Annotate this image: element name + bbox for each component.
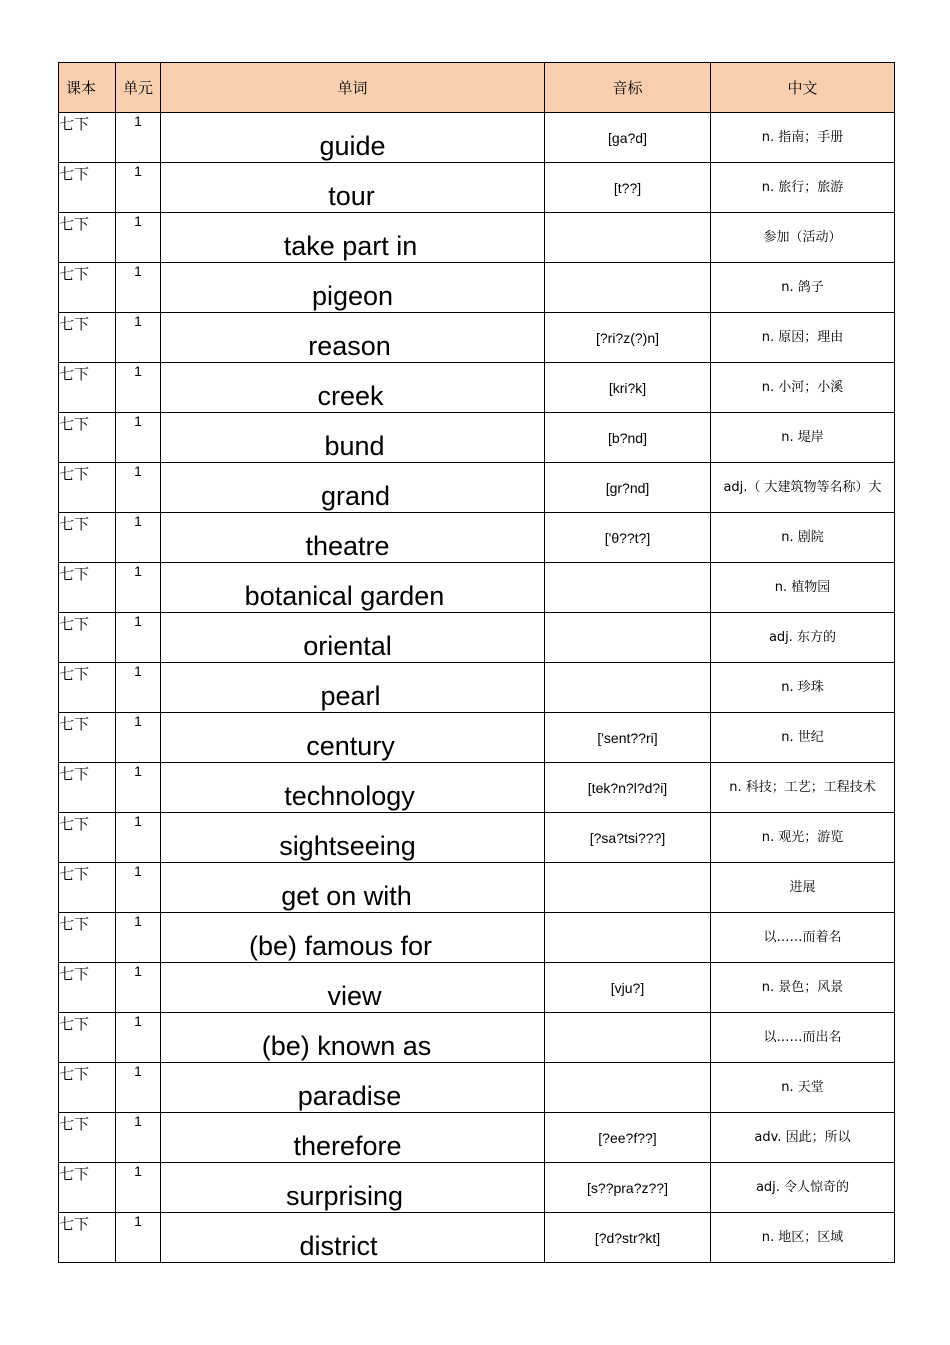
unit-cell: 1 [116, 813, 161, 863]
table-row [59, 713, 895, 763]
word-cell: district [161, 1213, 545, 1263]
word-cell: (be) known as [161, 1013, 545, 1063]
unit-cell: 1 [116, 313, 161, 363]
book-cell: 七下 [59, 913, 116, 963]
phonetic-cell [545, 563, 711, 613]
chinese-cell: 参加（活动） [711, 213, 895, 263]
chinese-cell: adj. 令人惊奇的 [711, 1163, 895, 1213]
word-cell: surprising [161, 1163, 545, 1213]
phonetic-cell [545, 863, 711, 913]
phonetic-cell: [ga?d] [545, 113, 711, 163]
word-cell: get on with [161, 863, 545, 913]
chinese-cell: n. 植物园 [711, 563, 895, 613]
book-cell: 七下 [59, 513, 116, 563]
unit-cell: 1 [116, 1163, 161, 1213]
word-cell: creek [161, 363, 545, 413]
table-row [59, 863, 895, 913]
word-cell: oriental [161, 613, 545, 663]
book-cell: 七下 [59, 313, 116, 363]
header-chinese: 中文 [711, 63, 895, 113]
word-cell: tour [161, 163, 545, 213]
unit-cell: 1 [116, 1013, 161, 1063]
phonetic-cell [545, 613, 711, 663]
phonetic-cell: [?ee?f??] [545, 1113, 711, 1163]
table-row [59, 413, 895, 463]
book-cell: 七下 [59, 1163, 116, 1213]
unit-cell: 1 [116, 513, 161, 563]
phonetic-cell: [t??] [545, 163, 711, 213]
table-row [59, 513, 895, 563]
word-cell: century [161, 713, 545, 763]
chinese-cell: n. 观光；游览 [711, 813, 895, 863]
word-cell: sightseeing [161, 813, 545, 863]
book-cell: 七下 [59, 663, 116, 713]
word-cell: view [161, 963, 545, 1013]
header-unit: 单元 [116, 63, 161, 113]
book-cell: 七下 [59, 363, 116, 413]
word-cell: (be) famous for [161, 913, 545, 963]
table-row [59, 563, 895, 613]
unit-cell: 1 [116, 413, 161, 463]
book-cell: 七下 [59, 263, 116, 313]
word-cell: paradise [161, 1063, 545, 1113]
book-cell: 七下 [59, 213, 116, 263]
unit-cell: 1 [116, 963, 161, 1013]
table-row [59, 663, 895, 713]
word-cell: grand [161, 463, 545, 513]
book-cell: 七下 [59, 963, 116, 1013]
unit-cell: 1 [116, 1113, 161, 1163]
unit-cell: 1 [116, 113, 161, 163]
chinese-cell: n. 鸽子 [711, 263, 895, 313]
header-phonetic: 音标 [545, 63, 711, 113]
chinese-cell: adv. 因此；所以 [711, 1113, 895, 1163]
table-row [59, 1013, 895, 1063]
book-cell: 七下 [59, 1113, 116, 1163]
chinese-cell: 进展 [711, 863, 895, 913]
unit-cell: 1 [116, 763, 161, 813]
chinese-cell: n. 世纪 [711, 713, 895, 763]
phonetic-cell [545, 1013, 711, 1063]
table-row [59, 1213, 895, 1263]
word-cell: take part in [161, 213, 545, 263]
book-cell: 七下 [59, 113, 116, 163]
phonetic-cell: [gr?nd] [545, 463, 711, 513]
book-cell: 七下 [59, 1213, 116, 1263]
phonetic-cell [545, 913, 711, 963]
phonetic-cell: ['sent??ri] [545, 713, 711, 763]
unit-cell: 1 [116, 613, 161, 663]
header-row [59, 63, 895, 113]
table-row [59, 1113, 895, 1163]
unit-cell: 1 [116, 463, 161, 513]
phonetic-cell [545, 1063, 711, 1113]
word-cell: reason [161, 313, 545, 363]
word-cell: technology [161, 763, 545, 813]
chinese-cell: n. 原因；理由 [711, 313, 895, 363]
phonetic-cell: [kri?k] [545, 363, 711, 413]
chinese-cell: 以……而出名 [711, 1013, 895, 1063]
table-row [59, 1063, 895, 1113]
phonetic-cell [545, 263, 711, 313]
phonetic-cell: [vju?] [545, 963, 711, 1013]
table-row [59, 913, 895, 963]
phonetic-cell: [tek?n?l?d?i] [545, 763, 711, 813]
phonetic-cell: ['θ??t?] [545, 513, 711, 563]
chinese-cell: n. 珍珠 [711, 663, 895, 713]
table-row [59, 963, 895, 1013]
unit-cell: 1 [116, 1213, 161, 1263]
vocabulary-table [58, 62, 895, 1263]
phonetic-cell: [?d?str?kt] [545, 1213, 711, 1263]
chinese-cell: n. 景色；风景 [711, 963, 895, 1013]
unit-cell: 1 [116, 713, 161, 763]
word-cell: botanical garden [161, 563, 545, 613]
table-body [59, 113, 895, 1263]
book-cell: 七下 [59, 563, 116, 613]
phonetic-cell: [b?nd] [545, 413, 711, 463]
chinese-cell: n. 堤岸 [711, 413, 895, 463]
phonetic-cell [545, 663, 711, 713]
book-cell: 七下 [59, 863, 116, 913]
chinese-cell: n. 天堂 [711, 1063, 895, 1113]
table-row [59, 463, 895, 513]
unit-cell: 1 [116, 663, 161, 713]
book-cell: 七下 [59, 1063, 116, 1113]
chinese-cell: n. 地区；区域 [711, 1213, 895, 1263]
chinese-cell: adj.（ 大建筑物等名称）大 [711, 463, 895, 513]
table-row [59, 763, 895, 813]
unit-cell: 1 [116, 213, 161, 263]
book-cell: 七下 [59, 763, 116, 813]
book-cell: 七下 [59, 613, 116, 663]
phonetic-cell: [s??pra?z??] [545, 1163, 711, 1213]
unit-cell: 1 [116, 163, 161, 213]
phonetic-cell [545, 213, 711, 263]
unit-cell: 1 [116, 913, 161, 963]
book-cell: 七下 [59, 713, 116, 763]
unit-cell: 1 [116, 1063, 161, 1113]
table-row [59, 263, 895, 313]
word-cell: theatre [161, 513, 545, 563]
header-book: 课本 [59, 63, 116, 113]
table-row [59, 113, 895, 163]
chinese-cell: 以……而着名 [711, 913, 895, 963]
book-cell: 七下 [59, 813, 116, 863]
table-row [59, 213, 895, 263]
word-cell: pearl [161, 663, 545, 713]
unit-cell: 1 [116, 263, 161, 313]
table-row [59, 1163, 895, 1213]
chinese-cell: adj. 东方的 [711, 613, 895, 663]
book-cell: 七下 [59, 413, 116, 463]
word-cell: pigeon [161, 263, 545, 313]
word-cell: therefore [161, 1113, 545, 1163]
book-cell: 七下 [59, 463, 116, 513]
unit-cell: 1 [116, 363, 161, 413]
chinese-cell: n. 小河；小溪 [711, 363, 895, 413]
unit-cell: 1 [116, 863, 161, 913]
chinese-cell: n. 指南；手册 [711, 113, 895, 163]
phonetic-cell: [?sa?tsi???] [545, 813, 711, 863]
table-row [59, 613, 895, 663]
table-row [59, 813, 895, 863]
word-cell: guide [161, 113, 545, 163]
chinese-cell: n. 科技；工艺；工程技术 [711, 763, 895, 813]
unit-cell: 1 [116, 563, 161, 613]
table-row [59, 363, 895, 413]
book-cell: 七下 [59, 163, 116, 213]
book-cell: 七下 [59, 1013, 116, 1063]
chinese-cell: n. 旅行；旅游 [711, 163, 895, 213]
table-row [59, 163, 895, 213]
word-cell: bund [161, 413, 545, 463]
header-word: 单词 [161, 63, 545, 113]
chinese-cell: n. 剧院 [711, 513, 895, 563]
table-row [59, 313, 895, 363]
phonetic-cell: [?ri?z(?)n] [545, 313, 711, 363]
